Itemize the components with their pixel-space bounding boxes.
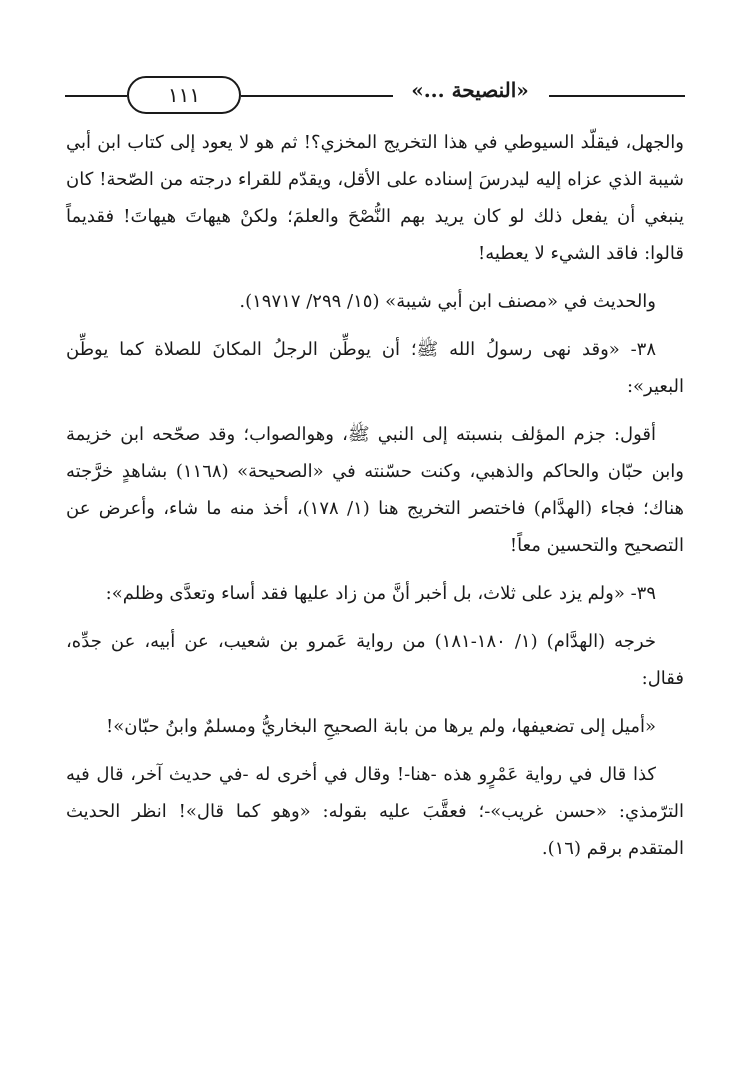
- paragraph: «أميل إلى تضعيفها، ولم يرها من بابة الصحيحِ البخاريُّ ومسلمٌ وابنُ حبّان»!: [106, 716, 656, 737]
- paragraph: ٣٨- «وقد نهى رسولُ الله ﷺ؛ أن يوطِّن الرجلُ المكانَ للصلاة كما يوطِّن البعير»:: [66, 339, 684, 397]
- body-text: [66, 124, 684, 878]
- paragraph: والجهل، فيقلّد السيوطي في هذا التخريج المخزي؟! ثم هو لا يعود إلى كتاب ابن أبي شيبة الذي عزاه إليه ليدرسَ إسناده على الأقل، ويقدّم للقراء درجته من الصّحة! كان ينبغي أن يفعل ذلك لو كان يريد بهم النُّصْحَ والعلمَ؛ ولكنْ هيهاتَ هيهاتَ! فقديماً قالوا: فاقد الشيء لا يعطيه!: [66, 132, 684, 264]
- header-rule-right: [549, 95, 685, 97]
- page-header: [65, 70, 685, 120]
- paragraph: كذا قال في رواية عَمْرٍو هذه -هنا-! وقال في أخرى له -في حديث آخر، قال فيه الترّمذي: «حسن غريب»-؛ فعقَّبَ عليه بقوله: «وهو كما قال»! انظر الحديث المتقدم برقم (١٦).: [66, 764, 684, 859]
- page-number: ١١١: [127, 76, 241, 114]
- paragraph: خرجه (الهدَّام) (١/ ١٨٠-١٨١) من رواية عَمرو بن شعيب، عن أبيه، عن جدِّه، فقال:: [66, 631, 684, 689]
- header-rule-left: [65, 95, 127, 97]
- paragraph: أقول: جزم المؤلف بنسبته إلى النبي ﷺ، وهوالصواب؛ وقد صحّحه ابن خزيمة وابن حبّان والحاكم والذهبي، وكنت حسّنته في «الصحيحة» (١١٦٨) بشاهدٍ خرَّجته هناك؛ فجاء (الهدَّام) فاختصر التخريج هنا (١/ ١٧٨)، أخذ منه ما شاء، وأعرض عن التصحيح والتحسين معاً!: [66, 424, 685, 556]
- paragraph: ٣٩- «ولم يزد على ثلاث، بل أخبر أنَّ من زاد عليها فقد أساء وتعدَّى وظلم»:: [105, 583, 656, 604]
- running-title: «النصيحة ...»: [411, 78, 529, 102]
- paragraph: والحديث في «مصنف ابن أبي شيبة» (١٥/ ٢٩٩/ ١٩٧١٧).: [239, 291, 656, 312]
- header-rule-middle: [241, 95, 393, 97]
